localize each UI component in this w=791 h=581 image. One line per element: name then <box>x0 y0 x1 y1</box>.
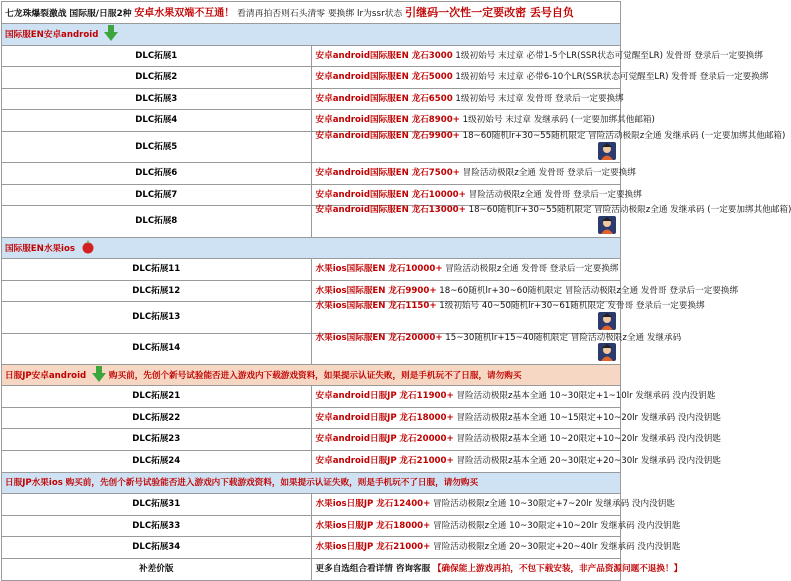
row-platform: 安卓android国际服EN <box>315 130 409 141</box>
row-stones: 龙石10000+ <box>388 264 443 275</box>
table-row <box>2 515 621 537</box>
section-purchase-note: 购买前，先创个新号试验能否进入游戏内下载游戏资料，如果提示认证失败，则是手机玩不了日服，请勿购买 <box>108 370 522 381</box>
footer-cell <box>311 559 683 581</box>
table-row <box>2 259 621 281</box>
row-description <box>311 429 721 451</box>
table-row <box>2 302 621 333</box>
row-stones: 龙石6500 <box>411 93 453 104</box>
table-row <box>2 386 621 408</box>
row-platform: 水果ios日服JP <box>315 542 374 553</box>
row-stones: 龙石20000+ <box>388 332 443 343</box>
row-stones: 龙石9900+ <box>411 130 460 141</box>
apple-icon <box>81 240 95 257</box>
character-avatar-icon <box>598 343 616 364</box>
row-description <box>311 184 642 206</box>
character-avatar-icon <box>598 142 616 163</box>
row-detail: 1级初始号 末过章 必带1-5个LR(SSR状态可觉醒至LR) 发骨哥 登录后一定要换绑 <box>455 50 763 61</box>
row-detail: 冒险活动极限z全通 发骨哥 登录后一定要换绑 <box>468 189 642 200</box>
row-stones: 龙石5000 <box>411 72 453 83</box>
row-code: DLC拓展24 <box>2 451 312 473</box>
row-detail: 冒险活动极限z基本全通 10~15限定+10~20lr 发继承码 没内没钥匙 <box>456 412 721 423</box>
row-platform: 水果ios国际服EN <box>315 285 386 296</box>
footer-note: 【确保能上游戏再拍，不包下载安装，非产品资源问题不退换！】 <box>432 564 683 575</box>
section-header <box>2 237 621 259</box>
table-row <box>2 45 621 67</box>
row-detail: 冒险活动极限z基本全通 10~20限定+10~20lr 发继承码 没内没钥匙 <box>456 434 721 445</box>
row-description <box>311 110 655 132</box>
row-platform: 水果ios国际服EN <box>315 264 386 275</box>
row-description <box>311 130 786 162</box>
region-label: 国际服/日服2种 <box>69 8 132 19</box>
section-header-cell <box>2 24 621 46</box>
row-code: DLC拓展3 <box>2 88 312 110</box>
row-platform: 安卓android国际服EN <box>315 72 409 83</box>
row-code: DLC拓展21 <box>2 386 312 408</box>
section-header-cell <box>2 364 621 386</box>
row-code: DLC拓展12 <box>2 280 312 302</box>
table-row <box>2 451 621 473</box>
section-header <box>2 472 621 494</box>
row-detail: 1级初始号 末过章 发继承码 (一定要加绑其他邮箱) <box>462 115 655 126</box>
table-row <box>2 206 621 237</box>
table-row <box>2 131 621 162</box>
row-platform: 安卓android国际服EN <box>315 50 409 61</box>
row-code: DLC拓展34 <box>2 537 312 559</box>
warning-not-cross-platform: 安卓水果双端不互通！ <box>134 7 235 19</box>
table-row <box>2 280 621 302</box>
row-stones: 龙石18000+ <box>376 520 431 531</box>
row-detail: 冒险活动极限z全通 20~30限定+20~40lr 发继承码 没内没钥匙 <box>433 542 681 553</box>
row-platform: 安卓android国际服EN <box>315 93 409 104</box>
table-row <box>2 429 621 451</box>
row-detail: 18~60随机lr+30~55随机限定 冒险活动极限z全通 发继承码 (一定要加绑其他邮箱) <box>462 130 786 141</box>
row-detail: 1级初始号 末过章 发骨哥 登录后一定要换绑 <box>455 93 624 104</box>
table-row <box>2 407 621 429</box>
row-code: DLC拓展8 <box>2 206 312 237</box>
row-detail: 18~60随机lr+30~55随机限定 冒险活动极限z全通 发继承码 (一定要加绑其他邮箱) <box>468 205 791 216</box>
row-stones: 龙石13000+ <box>411 205 466 216</box>
section-header <box>2 364 621 386</box>
row-description <box>311 332 682 364</box>
row-code: DLC拓展22 <box>2 407 312 429</box>
row-detail: 冒险活动极限z全通 发骨哥 登录后一定要换绑 <box>462 168 636 179</box>
row-platform: 安卓android国际服EN <box>315 168 409 179</box>
row-stones: 龙石11900+ <box>399 391 454 402</box>
row-platform: 安卓android国际服EN <box>315 205 409 216</box>
table-row <box>2 184 621 206</box>
title-cell <box>2 2 621 24</box>
title-row <box>2 2 621 24</box>
row-description <box>311 205 791 237</box>
section-header-cell <box>2 472 621 494</box>
row-stones: 龙石21000+ <box>399 456 454 467</box>
row-description <box>311 45 763 67</box>
section-title: 国际服EN安卓android <box>5 29 99 40</box>
row-description <box>311 407 721 429</box>
row-detail: 冒险活动极限z全通 发骨哥 登录后一定要换绑 <box>445 264 619 275</box>
row-description <box>311 494 675 516</box>
section-title: 日服JP安卓android <box>5 370 87 381</box>
footer-text: 更多自选组合看详情 咨询客服 <box>315 564 431 575</box>
row-description <box>311 280 739 302</box>
row-description <box>311 88 624 110</box>
row-platform: 水果ios国际服EN <box>315 332 386 343</box>
row-platform: 安卓android日服JP <box>315 456 397 467</box>
character-avatar-icon <box>598 312 616 333</box>
row-code: DLC拓展33 <box>2 515 312 537</box>
warning-transfer-code: 引继码一次性一定要改密 丢号自负 <box>405 5 574 19</box>
row-detail: 1级初始号 末过章 必带6-10个LR(SSR状态可觉醒至LR) 发骨哥 登录后一定要换绑 <box>455 72 769 83</box>
row-description <box>311 259 621 281</box>
table-row <box>2 88 621 110</box>
row-description <box>311 515 681 537</box>
row-platform: 安卓android日服JP <box>315 391 397 402</box>
footer-row <box>2 559 621 581</box>
table-row <box>2 494 621 516</box>
row-stones: 龙石7500+ <box>411 168 460 179</box>
row-description <box>311 537 681 559</box>
section-header <box>2 24 621 46</box>
row-platform: 安卓android国际服EN <box>315 189 409 200</box>
table-row <box>2 67 621 89</box>
row-stones: 龙石12400+ <box>376 499 431 510</box>
section-title: 国际服EN水果ios <box>5 243 75 254</box>
row-code: DLC拓展13 <box>2 302 312 333</box>
row-description <box>311 386 716 408</box>
row-stones: 龙石10000+ <box>411 189 466 200</box>
game-name: 七龙珠爆裂激战 <box>5 8 67 19</box>
row-code: DLC拓展11 <box>2 259 312 281</box>
section-purchase-note: 购买前，先创个新号试验能否进入游戏内下载游戏资料，如果提示认证失败，则是手机玩不了日服，请勿购买 <box>65 477 479 488</box>
row-detail: 冒险活动极限z基本全通 20~30限定+20~30lr 发继承码 没内没钥匙 <box>456 456 721 467</box>
row-code: DLC拓展14 <box>2 333 312 364</box>
row-detail: 15~30随机lr+15~40随机限定 冒险活动极限z全通 发继承码 <box>445 332 682 343</box>
row-stones: 龙石20000+ <box>399 434 454 445</box>
row-code: DLC拓展5 <box>2 131 312 162</box>
sheet-body <box>2 2 791 581</box>
table-row <box>2 110 621 132</box>
row-code: DLC拓展4 <box>2 110 312 132</box>
row-detail: 冒险活动极限z全通 10~30限定+7~20lr 发继承码 没内没钥匙 <box>433 499 675 510</box>
row-description <box>311 163 636 185</box>
row-platform: 安卓android国际服EN <box>315 115 409 126</box>
row-stones: 龙石21000+ <box>376 542 431 553</box>
row-platform: 水果ios日服JP <box>315 499 374 510</box>
row-detail: 18~60随机lr+30~60随机限定 冒险活动极限z全通 发骨哥 登录后一定要换绑 <box>439 285 739 296</box>
table-row <box>2 163 621 185</box>
row-description <box>311 301 705 333</box>
row-code: DLC拓展7 <box>2 184 312 206</box>
warning-details: 看清再拍否则石头清零 要换绑 lr为ssr状态 <box>237 8 403 19</box>
row-platform: 安卓android日服JP <box>315 412 397 423</box>
row-stones: 龙石8900+ <box>411 115 460 126</box>
row-code: DLC拓展1 <box>2 45 312 67</box>
row-platform: 水果ios国际服EN <box>315 301 386 312</box>
row-platform: 水果ios日服JP <box>315 520 374 531</box>
row-description <box>311 67 769 89</box>
table-row <box>2 537 621 559</box>
row-stones: 龙石1150+ <box>388 301 437 312</box>
row-stones: 龙石3000 <box>411 50 453 61</box>
row-detail: 1级初始号 40~50随机lr+30~61随机限定 发骨哥 登录后一定要换绑 <box>439 301 705 312</box>
section-header-cell <box>2 237 621 259</box>
row-code: DLC拓展6 <box>2 163 312 185</box>
row-stones: 龙石18000+ <box>399 412 454 423</box>
green-down-arrow-icon <box>104 25 118 44</box>
green-down-arrow-icon <box>92 366 106 385</box>
table-row <box>2 333 621 364</box>
footer-label: 补差价版 <box>2 559 312 581</box>
row-code: DLC拓展23 <box>2 429 312 451</box>
row-code: DLC拓展31 <box>2 494 312 516</box>
price-sheet <box>1 1 791 581</box>
row-stones: 龙石9900+ <box>388 285 437 296</box>
row-detail: 冒险活动极限z基本全通 10~30限定+1~10lr 发继承码 没内没钥匙 <box>456 391 716 402</box>
character-avatar-icon <box>598 216 616 237</box>
row-platform: 安卓android日服JP <box>315 434 397 445</box>
row-code: DLC拓展2 <box>2 67 312 89</box>
section-title: 日服JP水果ios <box>5 477 63 488</box>
row-detail: 冒险活动极限z全通 10~30限定+10~20lr 发继承码 没内没钥匙 <box>433 520 681 531</box>
row-description <box>311 451 721 473</box>
